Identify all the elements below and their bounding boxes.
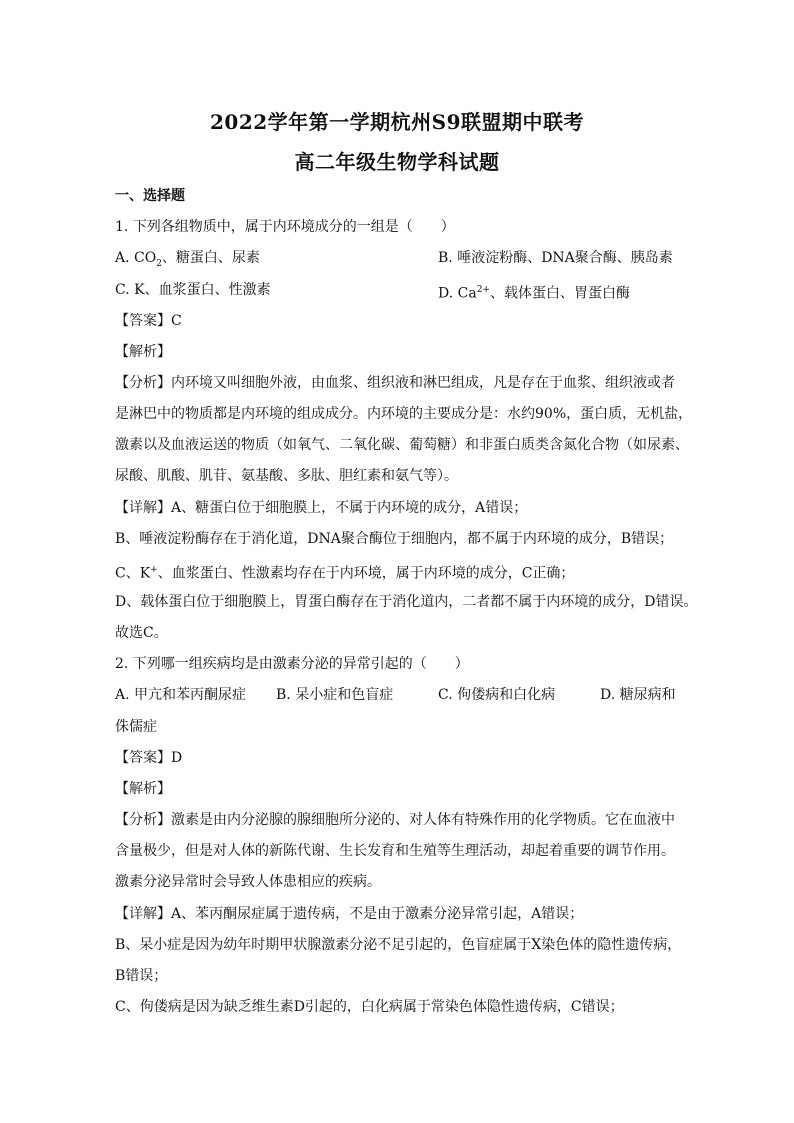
- q1-option-a: A. $CO_2$、糖蛋白、尿素: [115, 250, 260, 269]
- q1-analysis-line: 【分析】内环境又叫细胞外液，由血浆、组织液和淋巴组成，凡是存在于血浆、组织液或者: [115, 375, 675, 391]
- q2-analysis-label: 【解析】: [115, 781, 171, 797]
- q1-analysis-line: 激素以及血液运送的物质（如氧气、二氧化碳、葡萄糖）和非蛋白质类含氮化合物（如尿素、: [115, 437, 689, 453]
- q2-answer: 【答案】D: [115, 750, 183, 766]
- q1-detail-line: C、K+、血浆蛋白、性激素均存在于内环境，属于内环境的成分，C正确；: [115, 565, 575, 582]
- q1-detail-line: B、唾液淀粉酶存在于消化道，DNA聚合酶位于细胞内，都不属于内环境的成分，B错误；: [115, 531, 674, 547]
- q1-analysis-line: 是淋巴中的物质都是内环境的组成成分。内环境的主要成分是：水约90%，蛋白质，无机盐，: [115, 406, 693, 422]
- q2-analysis-line: 【分析】激素是由内分泌腺的腺细胞所分泌的、对人体有特殊作用的化学物质。它在血液中: [115, 812, 675, 828]
- q2-analysis-line: 激素分泌异常时会导致人体患相应的疾病。: [115, 874, 381, 890]
- q2-stem: 2. 下列哪一组疾病均是由激素分泌的异常引起的（ ）: [115, 656, 469, 672]
- q2-option-b: B. 呆小症和色盲症: [276, 687, 394, 703]
- q1-analysis-label: 【解析】: [115, 344, 171, 360]
- exam-subtitle: 高二年级生物学科试题: [294, 150, 500, 174]
- q2-detail-line: C、佝偻病是因为缺乏维生素D引起的，白化病属于常染色体隐性遗传病，C错误；: [115, 999, 624, 1015]
- q1-option-c: C. K、血浆蛋白、性激素: [115, 282, 271, 298]
- q1-conclusion: 故选C。: [115, 625, 168, 641]
- q1-detail-line: 【详解】A、糖蛋白位于细胞膜上，不属于内环境的成分，A错误；: [115, 500, 528, 516]
- q2-option-d: D. 糖尿病和: [600, 687, 676, 703]
- q2-option-a: A. 甲亢和苯丙酮尿症: [115, 687, 247, 703]
- q1-answer: 【答案】C: [115, 313, 182, 329]
- q2-detail-line: B、呆小症是因为幼年时期甲状腺激素分泌不足引起的，色盲症属于X染色体的隐性遗传病，: [115, 937, 682, 953]
- q1-analysis-line: 尿酸、肌酸、肌苷、氨基酸、多肽、胆红素和氨气等）。: [115, 468, 458, 484]
- q1-option-b: B. 唾液淀粉酶、DNA聚合酶、胰岛素: [438, 250, 673, 266]
- q2-detail-line: B错误；: [115, 968, 168, 984]
- q2-detail-line: 【详解】A、苯丙酮尿症属于遗传病，不是由于激素分泌异常引起，A错误；: [115, 906, 584, 922]
- q2-option-d-continued: 侏儒症: [115, 719, 157, 735]
- section-heading: 一、选择题: [115, 188, 185, 204]
- q2-option-c: C. 佝偻病和白化病: [438, 687, 556, 703]
- q1-stem: 1. 下列各组物质中，属于内环境成分的一组是（ ）: [115, 219, 455, 235]
- q1-option-d: D. $Ca^{2+}$、载体蛋白、胃蛋白酶: [438, 285, 630, 302]
- exam-title: 2022学年第一学期杭州S9联盟期中联考: [209, 110, 585, 134]
- q1-detail-line: D、载体蛋白位于细胞膜上，胃蛋白酶存在于消化道内，二者都不属于内环境的成分，D错误。: [115, 594, 698, 610]
- q2-analysis-line: 含量极少，但是对人体的新陈代谢、生长发育和生殖等生理活动，却起着重要的调节作用。: [115, 843, 675, 859]
